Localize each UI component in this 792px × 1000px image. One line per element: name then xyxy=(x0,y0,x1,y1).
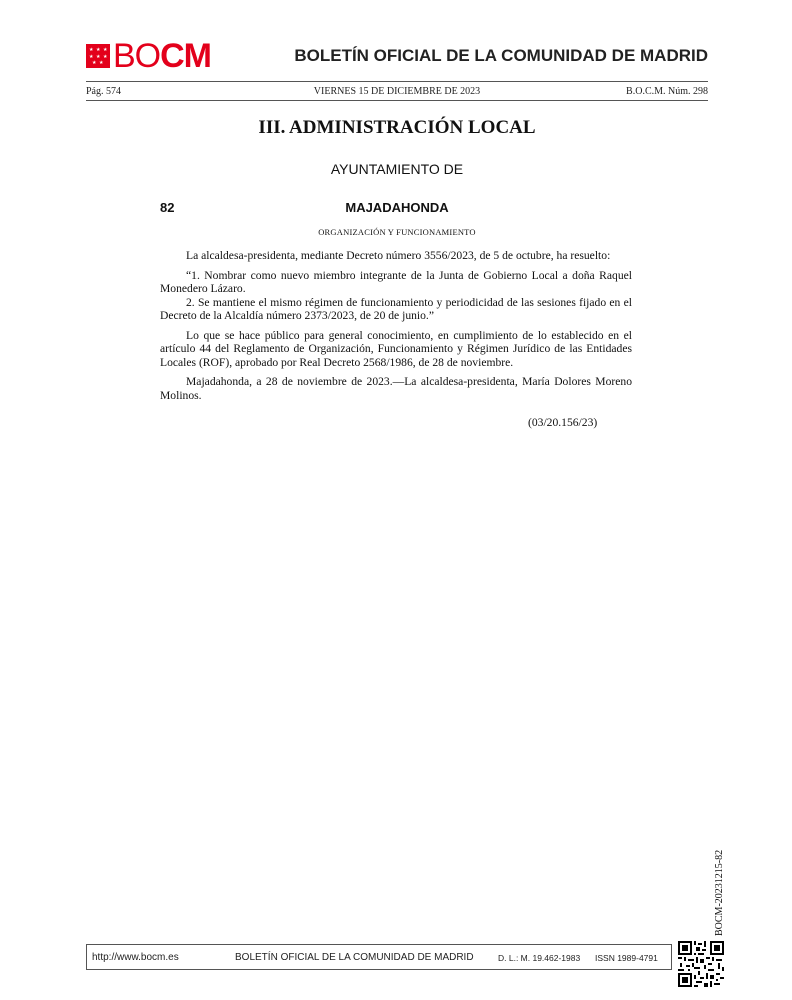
side-code-text: BOCM-20231215-82 xyxy=(714,849,725,936)
paragraph: Majadahonda, a 28 de noviembre de 2023.—La alcaldesa-presidenta, María Dolores Moreno Molinos. xyxy=(160,375,632,402)
issue-number: B.O.C.M. Núm. 298 xyxy=(626,86,708,97)
header-rule-top xyxy=(86,81,708,82)
page-number: Pág. 574 xyxy=(86,86,121,97)
qr-code-icon xyxy=(678,941,724,987)
paragraph: Lo que se hace público para general conocimiento, en cumplimiento de lo establecido en el artículo 44 del Reglamento de Organización, Funcionamiento y Régimen Jurídico de las Entidades Locales (ROF), aprobado por Real Decreto 2568/1986, de 28 de noviembre. xyxy=(160,328,632,369)
side-code xyxy=(714,828,728,936)
logo-text-cm: CM xyxy=(160,37,212,75)
footer-bar xyxy=(86,944,672,970)
ayuntamiento-heading: AYUNTAMIENTO DE xyxy=(330,161,464,177)
municipality-heading: MAJADAHONDA xyxy=(345,200,449,215)
announcement-body xyxy=(160,249,632,408)
madrid-stars-icon: ★ ★ ★ ★ ★ ★ ★ ★ xyxy=(86,44,110,68)
logo-text-bo: BO xyxy=(113,37,161,75)
bocm-logo xyxy=(86,37,212,75)
masthead-title: BOLETÍN OFICIAL DE LA COMUNIDAD DE MADRID xyxy=(294,46,708,65)
footer-title: BOLETÍN OFICIAL DE LA COMUNIDAD DE MADRID xyxy=(235,952,474,963)
header-rule-bottom xyxy=(86,100,708,101)
category-heading: ORGANIZACIÓN Y FUNCIONAMIENTO xyxy=(318,227,476,237)
reference-code: (03/20.156/23) xyxy=(528,416,598,429)
announcement-number: 82 xyxy=(160,200,175,215)
paragraph: “1. Nombrar como nuevo miembro integrante de la Junta de Gobierno Local a doña Raquel Monedero Lázaro. xyxy=(160,268,632,295)
paragraph: La alcaldesa-presidenta, mediante Decreto número 3556/2023, de 5 de octubre, ha resuelto: xyxy=(186,249,611,262)
issn: ISSN 1989-4791 xyxy=(595,953,658,963)
section-heading: III. ADMINISTRACIÓN LOCAL xyxy=(258,117,536,138)
footer-url-link[interactable]: http://www.bocm.es xyxy=(92,952,179,963)
legal-deposit: D. L.: M. 19.462-1983 xyxy=(498,953,581,963)
issue-date: VIERNES 15 DE DICIEMBRE DE 2023 xyxy=(313,86,481,97)
paragraph: 2. Se mantiene el mismo régimen de funcionamiento y periodicidad de las sesiones fijado en el Decreto de la Alcaldía número 2373/2023, de 20 de junio.” xyxy=(160,295,632,322)
